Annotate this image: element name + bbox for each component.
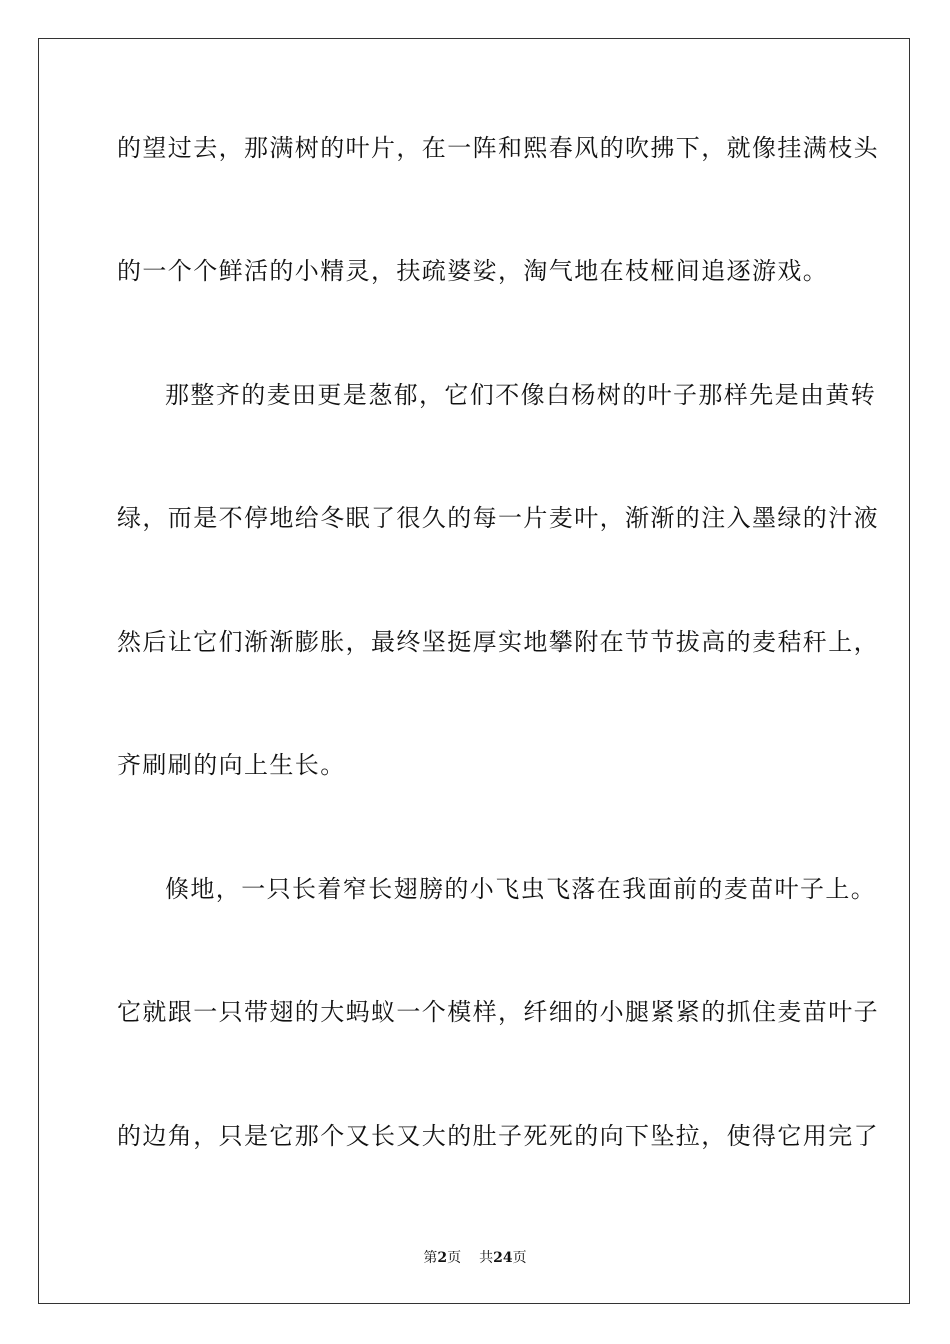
total-prefix: 共 [479, 1250, 494, 1266]
paragraph-line-7: 倏地，一只长着窄长翅膀的小飞虫飞落在我面前的麦苗叶子上。 [165, 875, 877, 903]
paragraph-line-2: 的一个个鲜活的小精灵，扶疏婆娑，淘气地在枝桠间追逐游戏。 [117, 257, 829, 285]
paragraph-line-9: 的边角，只是它那个又长又大的肚子死死的向下坠拉，使得它用完了 [117, 1122, 879, 1150]
paragraph-line-6: 齐刷刷的向上生长。 [117, 751, 346, 779]
page-prefix: 第 [423, 1250, 438, 1266]
paragraph-line-4: 绿，而是不停地给冬眠了很久的每一片麦叶，渐渐的注入墨绿的汁液 [117, 504, 879, 532]
page-border [38, 38, 910, 1304]
page-number: 2 [437, 1250, 448, 1266]
total-pages: 24 [493, 1250, 513, 1266]
paragraph-line-8: 它就跟一只带翅的大蚂蚁一个模样，纤细的小腿紧紧的抓住麦苗叶子 [117, 998, 879, 1026]
total-suffix: 页 [512, 1250, 527, 1266]
paragraph-line-3: 那整齐的麦田更是葱郁，它们不像白杨树的叶子那样先是由黄转 [165, 381, 877, 409]
paragraph-line-1: 的望过去，那满树的叶片，在一阵和熙春风的吹拂下，就像挂满枝头 [117, 134, 879, 162]
page-footer [0, 1249, 950, 1267]
paragraph-line-5: 然后让它们渐渐膨胀，最终坚挺厚实地攀附在节节拔高的麦秸秆上， [117, 628, 879, 656]
page-suffix: 页 [447, 1250, 462, 1266]
